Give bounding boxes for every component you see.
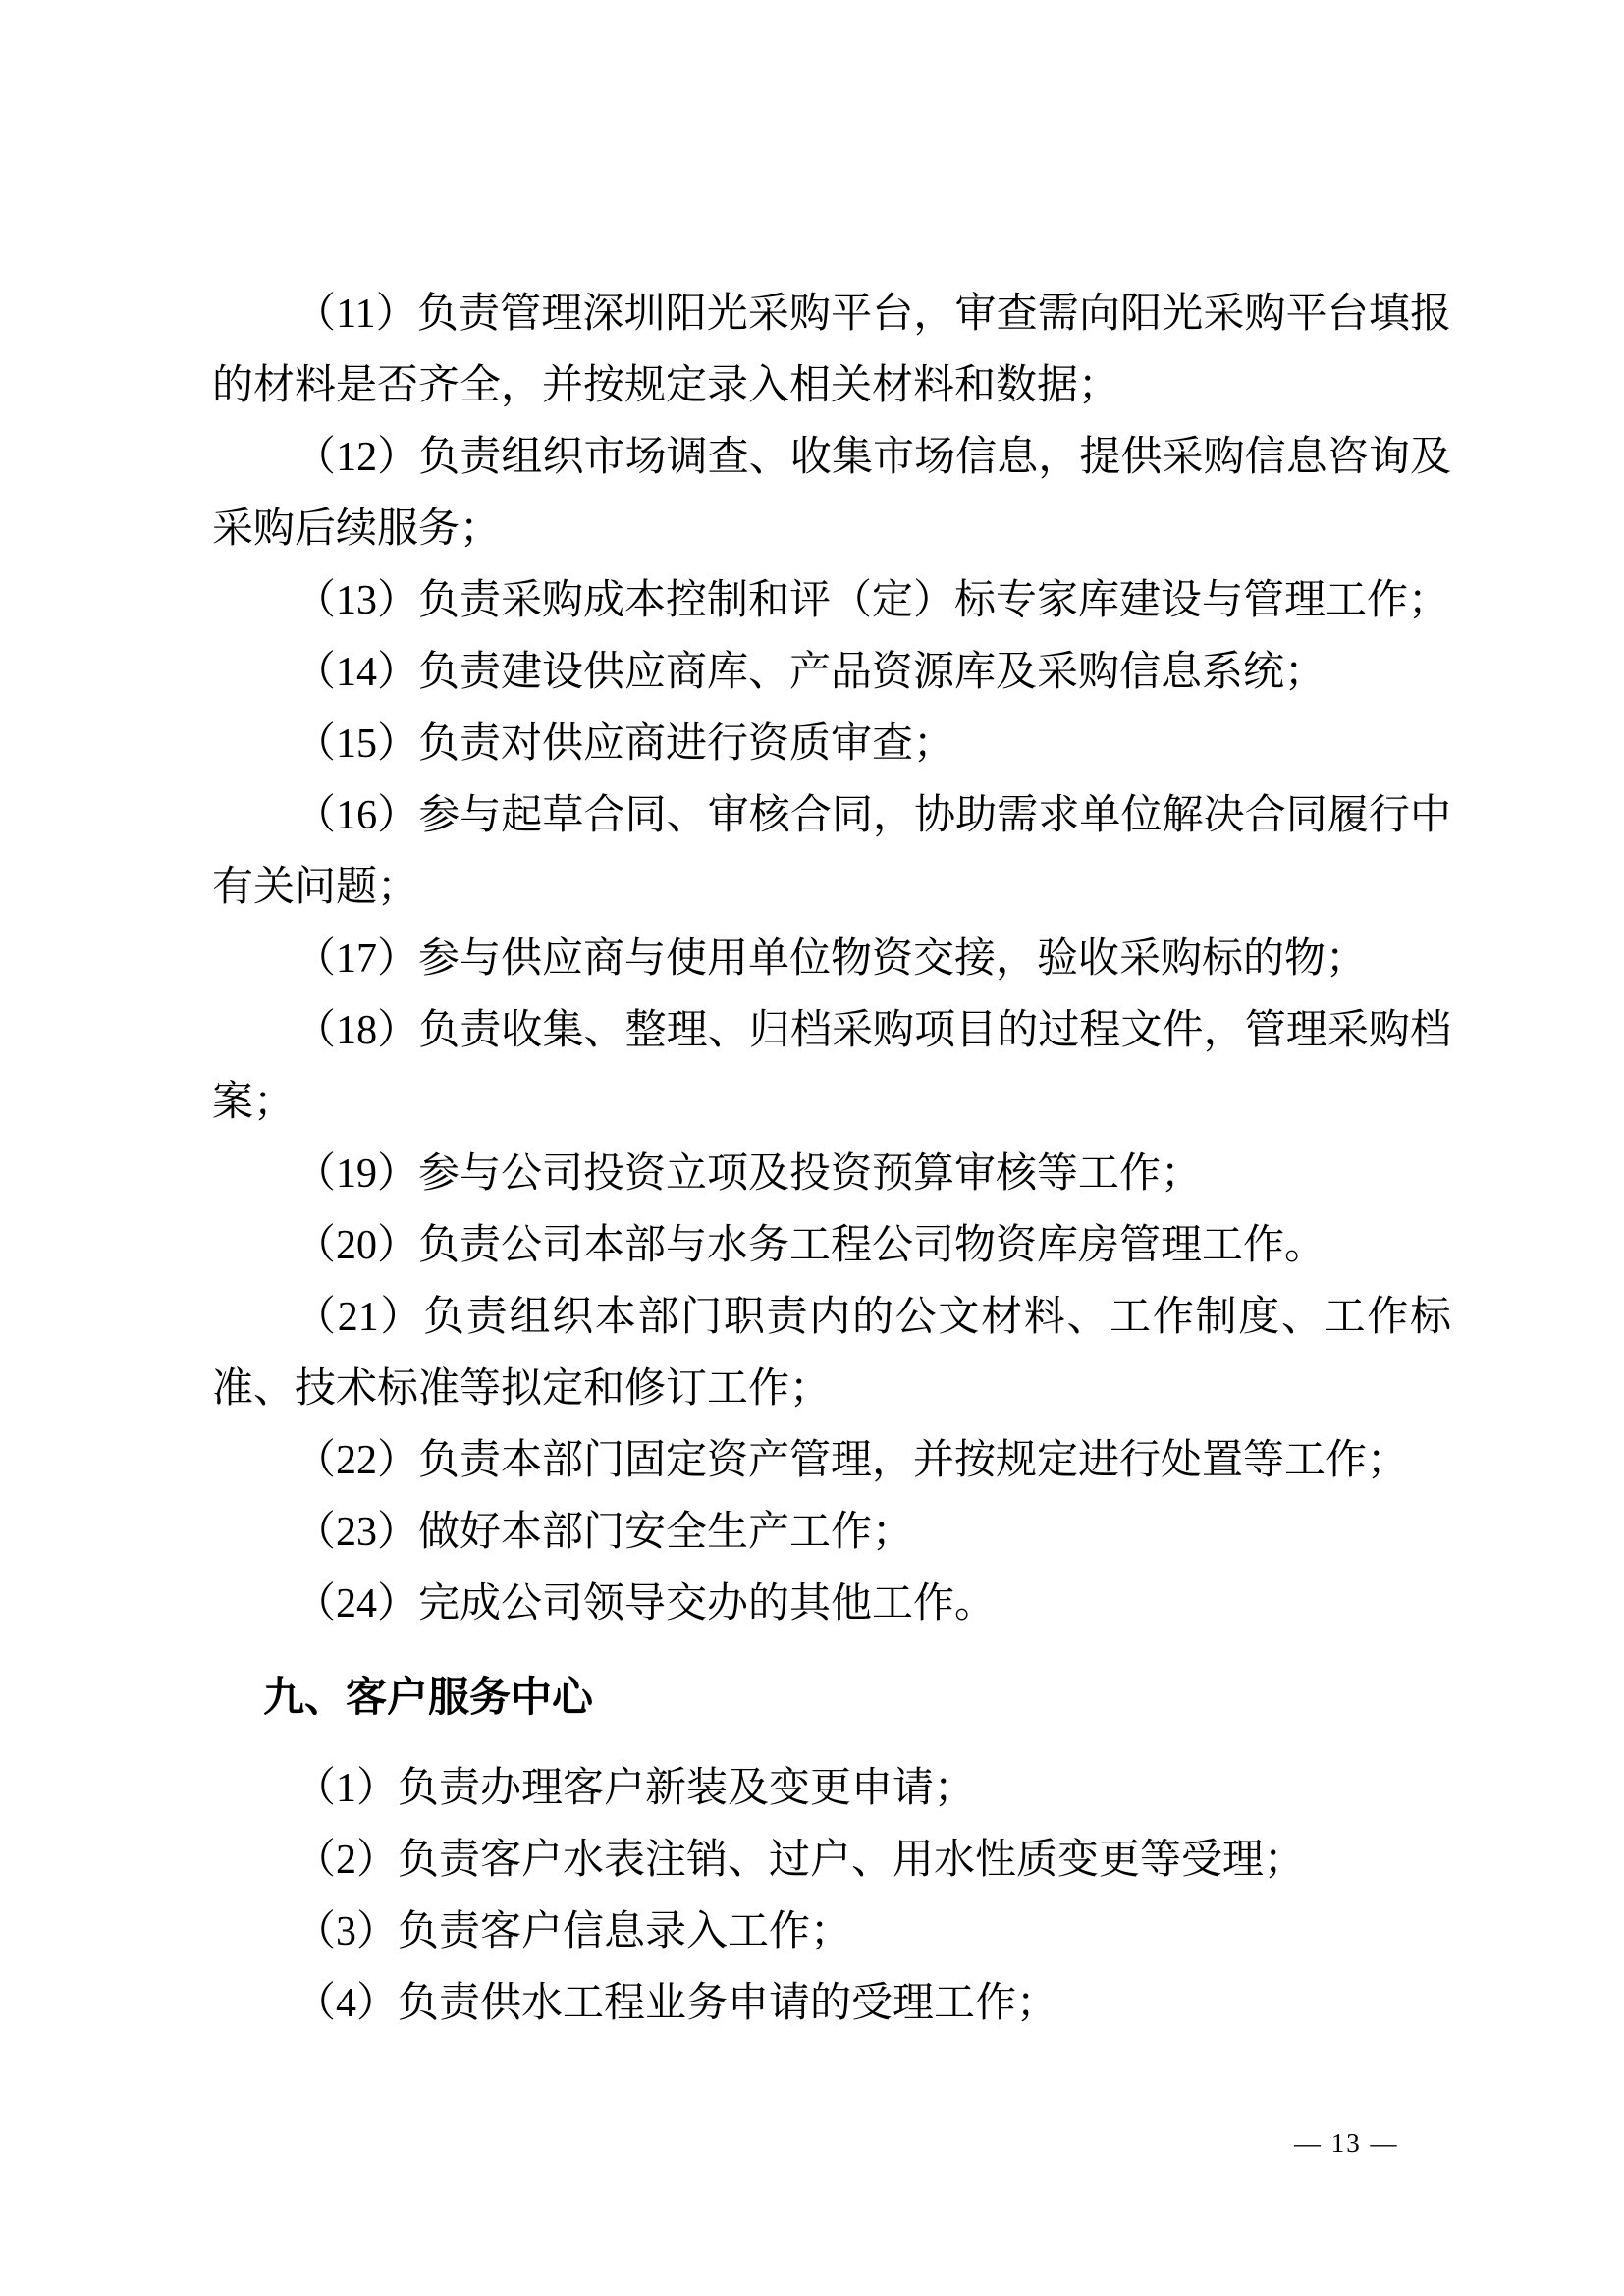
body-paragraph: （4）负责供水工程业务申请的受理工作； [295,1981,1058,2026]
body-paragraph: （14）负责建设供应商库、产品资源库及采购信息系统； [295,650,1326,695]
body-paragraph: （3）负责客户信息录入工作； [295,1909,852,1954]
body-paragraph: （22）负责本部门固定资产管理，并按规定进行处置等工作； [295,1438,1409,1483]
page-number: — 13 — [1294,2128,1399,2158]
body-paragraph: （24）完成公司领导交办的其他工作。 [295,1581,997,1627]
body-paragraph: （18）负责收集、整理、归档采购项目的过程文件，管理采购档案； [212,1008,1451,1125]
body-paragraph: （13）负责采购成本控制和评（定）标专家库建设与管理工作； [295,578,1450,623]
body-paragraph: （15）负责对供应商进行资质审查； [295,721,955,767]
document-body [212,279,1451,2040]
body-paragraph: （21）负责组织本部门职责内的公文材料、工作制度、工作标准、技术标准等拟定和修订工作； [212,1295,1451,1412]
body-paragraph: （11）负责管理深圳阳光采购平台，审查需向阳光采购平台填报的材料是否齐全，并按规定录入相关材料和数据； [212,292,1451,408]
body-paragraph: （16）参与起草合同、审核合同，协助需求单位解决合同履行中有关问题； [212,793,1451,910]
body-paragraph: （2）负责客户水表注销、过户、用水性质变更等受理； [295,1838,1306,1883]
body-paragraph: （17）参与供应商与使用单位物资交接，验收采购标的物； [295,936,1368,982]
body-paragraph: （12）负责组织市场调查、收集市场信息，提供采购信息咨询及采购后续服务； [212,435,1451,552]
body-paragraph: （19）参与公司投资立项及投资预算审核等工作； [295,1151,1203,1197]
body-paragraph: （1）负责办理客户新装及变更申请； [295,1766,976,1811]
section-heading-customer-service-center: 九、客户服务中心 [263,1674,594,1720]
body-paragraph: （23）做好本部门安全生产工作； [295,1510,914,1555]
body-paragraph: （20）负责公司本部与水务工程公司物资库房管理工作。 [295,1223,1326,1268]
